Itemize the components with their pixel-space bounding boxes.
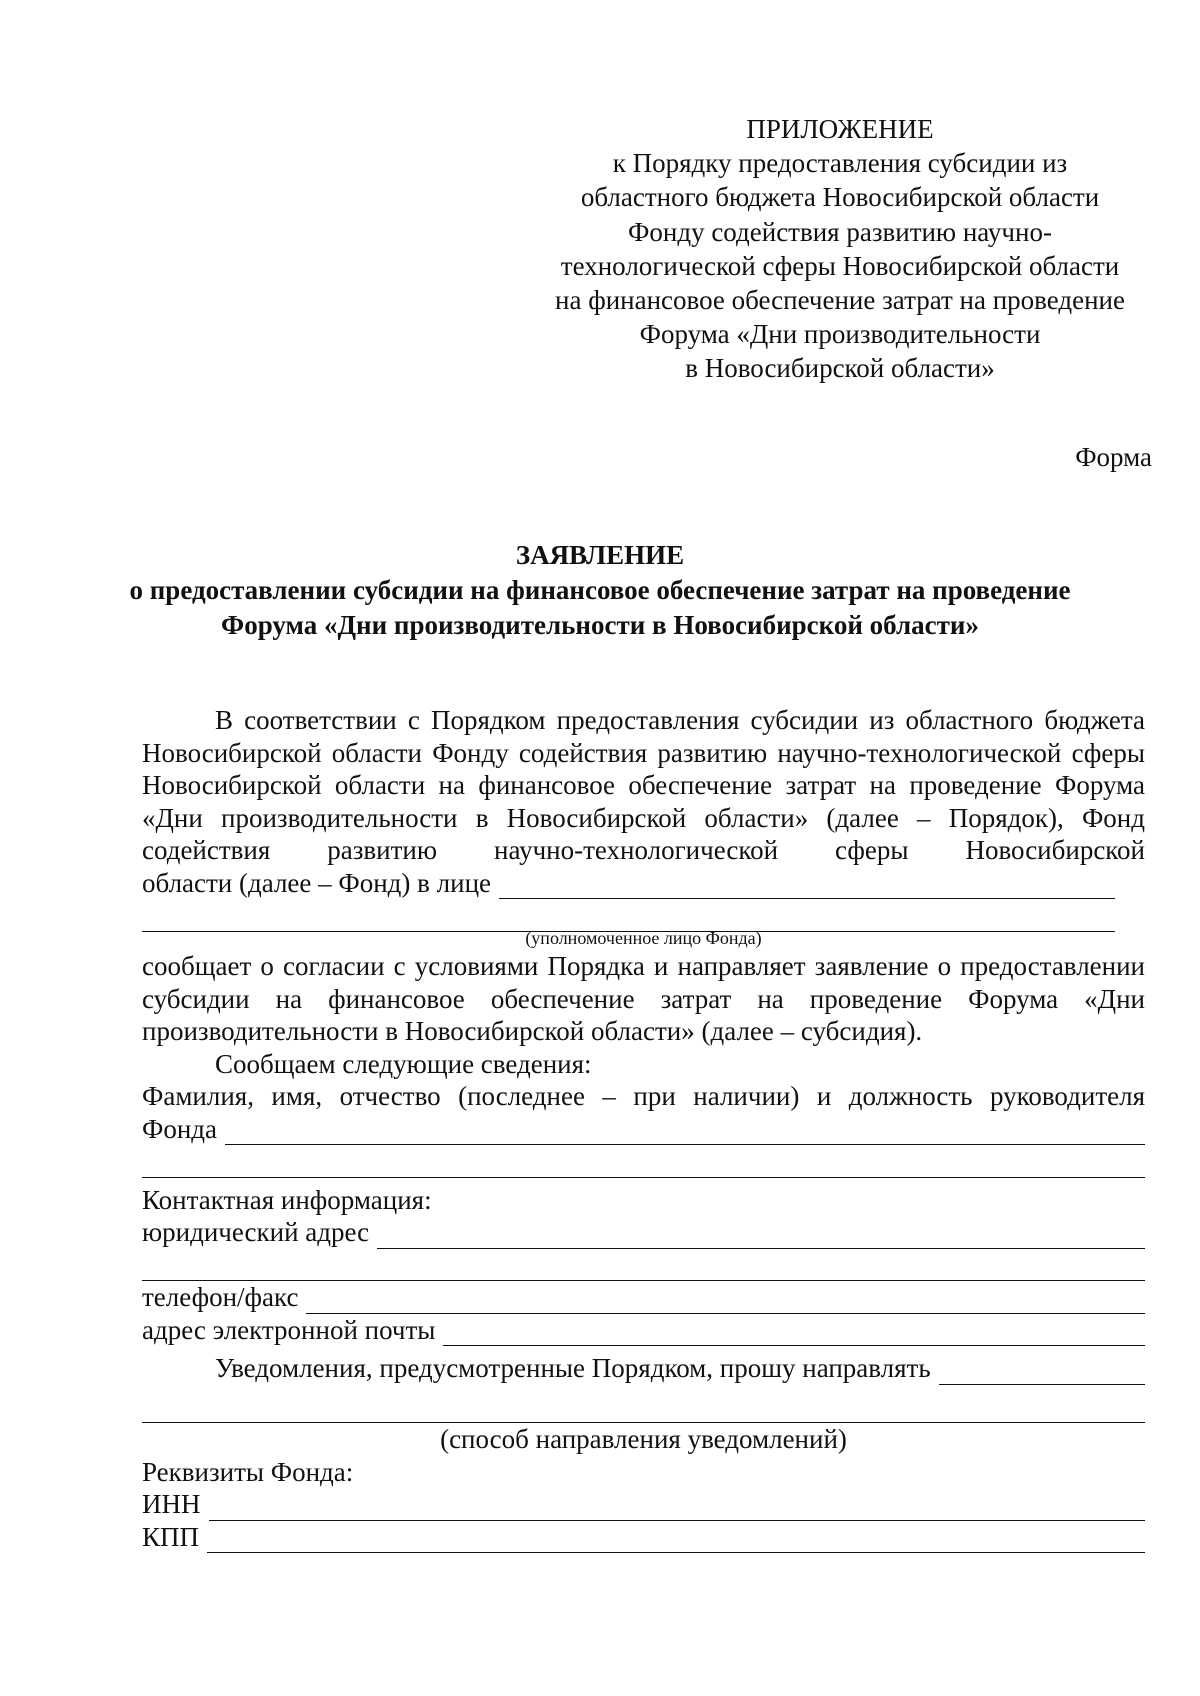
legal-address-label: юридический адрес [142,1217,370,1247]
appendix-line: технологической сферы Новосибирской области [560,250,1120,281]
legal-address-row [142,1216,1145,1249]
appendix-line: ПРИЛОЖЕНИЕ [746,114,934,144]
head-name-field[interactable] [225,1120,1145,1145]
inn-label: ИНН [142,1489,201,1519]
requisites-heading: Реквизиты Фонда: [142,1456,354,1487]
email-field[interactable] [443,1321,1145,1346]
phone-label: телефон/факс [142,1282,299,1312]
title-line-2: Форума «Дни производительности в Новосибирской области» [221,610,979,640]
head-name-field-line2[interactable] [142,1153,1145,1178]
legal-address-field[interactable] [377,1224,1145,1249]
kpp-label: КПП [142,1521,200,1552]
appendix-line: в Новосибирской области» [685,353,995,384]
appendix-line: к Порядку предоставления субсидии из [612,148,1068,179]
title-heading: ЗАЯВЛЕНИЕ [515,540,685,570]
notifications-field-line2[interactable] [142,1398,1145,1423]
legal-address-row-2 [142,1249,1145,1282]
authorized-person-row [142,867,1145,900]
notifications-label: Уведомления, предусмотренные Порядком, прошу направлять [215,1353,931,1383]
head-row-2 [142,1145,1145,1178]
info-intro: Сообщаем следующие сведения: [215,1048,592,1079]
kpp-field[interactable] [207,1528,1145,1553]
email-label: адрес электронной почты [142,1314,436,1345]
appendix-block [530,112,1150,386]
contact-heading: Контактная информация: [142,1184,432,1215]
notifications-row-2 [142,1391,1145,1424]
authorized-person-caption: (уполномоченное лицо Фонда) [525,928,762,948]
kpp-row [142,1521,1145,1554]
head-row [142,1113,1145,1146]
appendix-line: областного бюджета Новосибирской области [580,182,1100,213]
appendix-line: на финансовое обеспечение затрат на проведение [555,285,1125,316]
phone-field[interactable] [306,1289,1145,1314]
inn-row [142,1488,1145,1521]
notifications-row [142,1352,1145,1385]
form-label: Форма [1075,442,1152,472]
notifications-caption: (способ направления уведомлений) [440,1424,847,1454]
email-row [142,1314,1145,1347]
head-label-fund: Фонда [142,1113,218,1144]
legal-address-field-line2[interactable] [142,1256,1145,1281]
consent-paragraph: сообщает о согласии с условиями Порядка и направляет заявление о предоставлении субсидии на финансовое обеспечение затрат на проведение Форума «Дни производительности в Новосибирской области» (далее – субсидия). [142,951,1145,1046]
intro-last-line: области (далее – Фонд) в лице [142,867,492,898]
appendix-line: Фонду содействия развитию научно- [628,216,1052,247]
appendix-line: Форума «Дни производительности [639,319,1041,350]
document-title [100,538,1100,643]
authorized-person-field[interactable] [499,874,1115,899]
inn-field[interactable] [209,1496,1146,1521]
head-label: Фамилия, имя, отчество (последнее – при наличии) и должность руководителя [142,1081,1145,1111]
document-body [142,704,1145,1553]
intro-paragraph: В соответствии с Порядком предоставления субсидии из областного бюджета Новосибирской области Фонду содействия развитию научно-технологической сферы Новосибирской области на финансовое обеспечение затрат на проведение Форума «Дни производительности в Новосибирской области» (далее – Порядок), Фонд содействия развитию научно-технологической сферы Новосибирской [142,705,1145,865]
notifications-field[interactable] [939,1360,1145,1385]
title-line-1: о предоставлении субсидии на финансовое обеспечение затрат на проведение [129,575,1071,605]
phone-row [142,1281,1145,1314]
